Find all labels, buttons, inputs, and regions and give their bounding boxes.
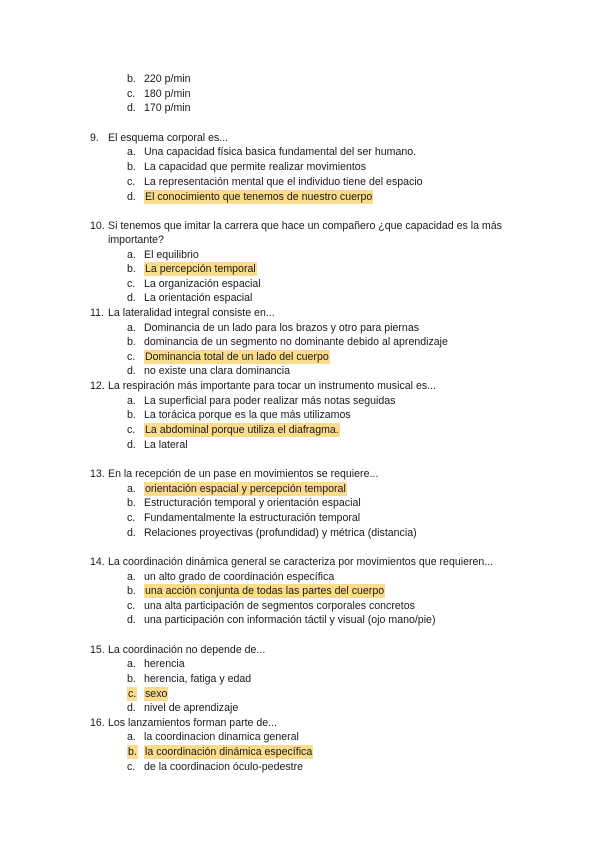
option-text: 220 p/min <box>144 73 191 85</box>
question-number: 15. <box>90 644 105 656</box>
option-letter: b. <box>127 336 136 348</box>
question-number: 9. <box>90 132 99 144</box>
highlighted-answer: La percepción temporal <box>145 263 256 275</box>
option-letter: c. <box>127 761 136 773</box>
highlighted-answer: Dominancia total de un lado del cuerpo <box>145 351 329 363</box>
option-letter: c. <box>127 351 136 363</box>
option-letter: a. <box>127 571 136 583</box>
option-text: La representación mental que el individuo tiene del espacio <box>144 176 423 188</box>
option-text: herencia <box>144 658 185 670</box>
question-number: 13. <box>90 468 105 480</box>
option-text: de la coordinacion óculo-pedestre <box>144 761 304 773</box>
option-text: 180 p/min <box>144 88 191 100</box>
question-number: 16. <box>90 717 105 729</box>
question-text: La coordinación no depende de... <box>108 644 266 656</box>
option-letter: c. <box>127 512 136 524</box>
question-number: 14. <box>90 556 105 568</box>
option-letter: b. <box>127 73 136 85</box>
option-letter: d. <box>127 702 136 714</box>
question-number: 10. <box>90 220 105 232</box>
option-letter: c. <box>127 278 136 290</box>
option-text: Fundamentalmente la estructuración temporal <box>144 512 361 524</box>
option-letter: c. <box>127 88 136 100</box>
question-text: Los lanzamientos forman parte de... <box>108 717 278 729</box>
option-letter: a. <box>127 322 136 334</box>
option-letter: a. <box>127 249 136 261</box>
option-letter: b. <box>127 263 136 275</box>
option-text: La superficial para poder realizar más notas seguidas <box>144 395 396 407</box>
question-text: La coordinación dinámica general se caracteriza por movimientos que requieren... <box>108 556 494 568</box>
question-text: El esquema corporal es... <box>108 132 229 144</box>
highlighted-answer: una acción conjunta de todas las partes del cuerpo <box>145 585 385 597</box>
option-letter: d. <box>127 439 136 451</box>
option-letter: a. <box>127 731 136 743</box>
option-letter: c. <box>128 688 137 700</box>
option-letter: d. <box>127 614 136 626</box>
option-letter: b. <box>127 673 136 685</box>
option-text: La orientación espacial <box>144 292 253 304</box>
option-text: 170 p/min <box>144 102 191 114</box>
option-letter: b. <box>127 497 136 509</box>
option-text: La lateral <box>144 439 188 451</box>
highlighted-answer: la coordinación dinámica específica <box>145 746 313 758</box>
option-letter: a. <box>127 658 136 670</box>
option-letter: d. <box>127 191 136 203</box>
question-number: 11. <box>90 307 104 319</box>
option-letter: a. <box>127 146 136 158</box>
question-text: En la recepción de un pase en movimientos se requiere... <box>108 468 379 480</box>
option-letter: c. <box>127 600 136 612</box>
highlighted-answer: El conocimiento que tenemos de nuestro cuerpo <box>145 191 373 203</box>
option-letter: b. <box>127 161 136 173</box>
question-text: La lateralidad integral consiste en... <box>108 307 275 319</box>
option-letter: b. <box>127 409 136 421</box>
option-text: dominancia de un segmento no dominante debido al aprendizaje <box>144 336 448 348</box>
option-text: no existe una clara dominancia <box>144 365 291 377</box>
highlighted-answer: sexo <box>145 688 168 700</box>
question-text: importante? <box>108 234 164 246</box>
option-text: La organización espacial <box>144 278 261 290</box>
option-letter: c. <box>127 176 136 188</box>
option-text: herencia, fatiga y edad <box>144 673 252 685</box>
question-number: 12. <box>90 380 105 392</box>
highlighted-answer: La abdominal porque utiliza el diafragma. <box>145 424 339 436</box>
option-letter: a. <box>127 395 136 407</box>
question-text: Si tenemos que imitar la carrera que hace un compañero ¿que capacidad es la más <box>108 220 502 232</box>
option-letter: d. <box>127 292 136 304</box>
option-letter: a. <box>127 483 136 495</box>
option-letter: b. <box>128 746 137 758</box>
option-letter: c. <box>127 424 136 436</box>
option-letter: d. <box>127 102 136 114</box>
option-text: Dominancia de un lado para los brazos y otro para piernas <box>144 322 420 334</box>
option-text: Una capacidad física basica fundamental del ser humano. <box>144 146 417 158</box>
highlighted-answer: orientación espacial y percepción temporal <box>145 483 346 495</box>
option-letter: b. <box>127 585 136 597</box>
option-text: la coordinacion dinamica general <box>144 731 299 743</box>
option-text: Relaciones proyectivas (profundidad) y métrica (distancia) <box>144 527 417 539</box>
option-text: nivel de aprendizaje <box>144 702 239 714</box>
option-letter: d. <box>127 527 136 539</box>
option-text: La capacidad que permite realizar movimientos <box>144 161 366 173</box>
option-letter: d. <box>127 365 136 377</box>
option-text: Estructuración temporal y orientación espacial <box>144 497 361 509</box>
question-text: La respiración más importante para tocar un instrumento musical es... <box>108 380 436 392</box>
option-text: un alto grado de coordinación específica <box>144 571 335 583</box>
option-text: una participación con información táctil y visual (ojo mano/pie) <box>144 614 436 626</box>
option-text: una alta participación de segmentos corporales concretos <box>144 600 415 612</box>
option-text: La torácica porque es la que más utilizamos <box>144 409 351 421</box>
option-text: El equilibrio <box>144 249 199 261</box>
